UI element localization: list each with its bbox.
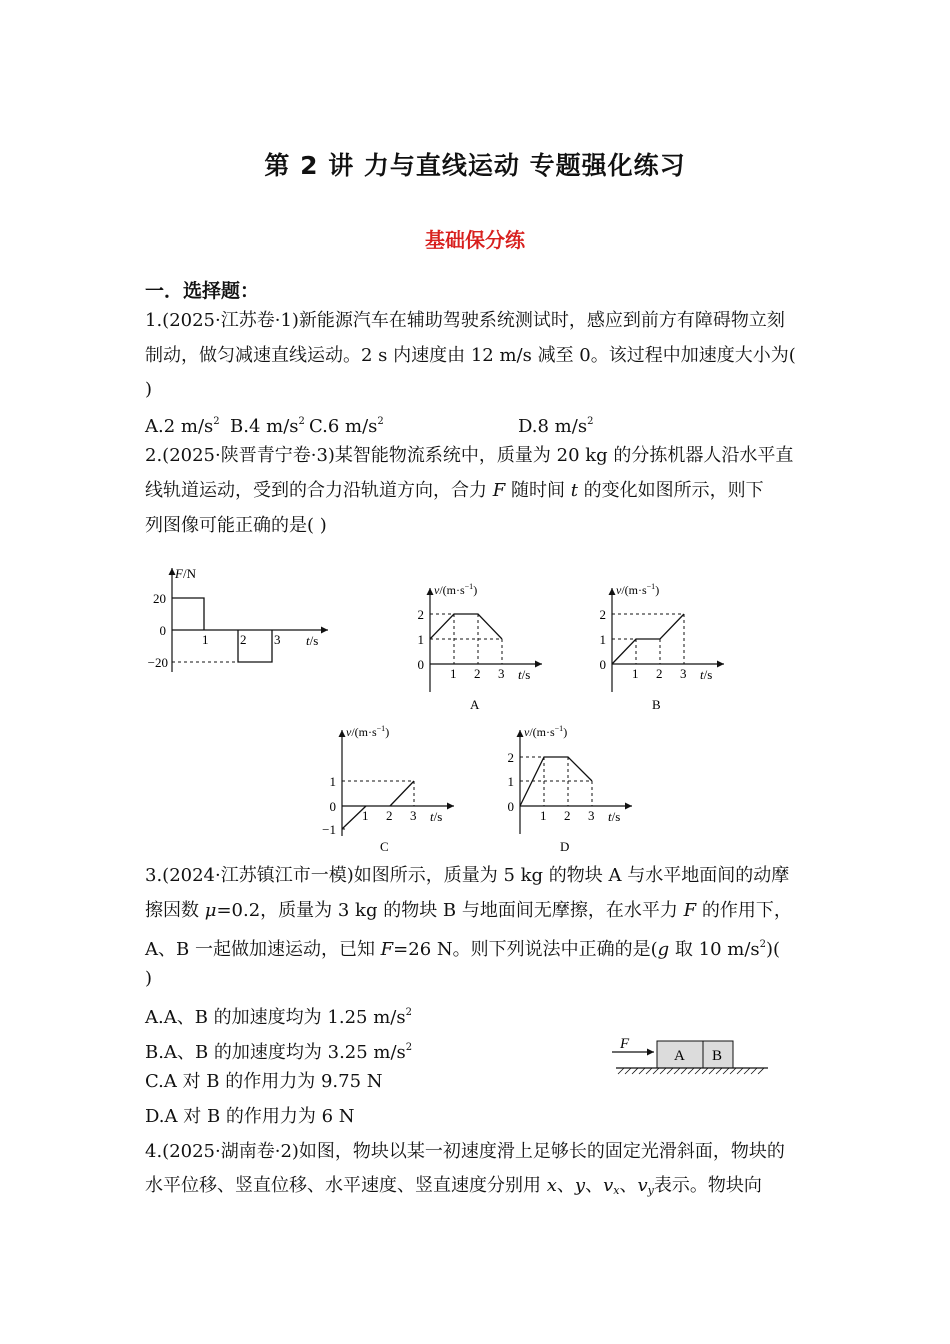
q3-option-b: B.A、B 的加速度均为 3.25 $m/s^2$ (145, 1042, 413, 1063)
svg-text:3: 3 (410, 808, 417, 823)
q1-line-3: ) (145, 379, 153, 400)
svg-text:1: 1 (362, 808, 369, 823)
velocity-graph-d (500, 720, 640, 858)
svg-text:F: F (620, 1036, 630, 1052)
svg-text:1: 1 (540, 808, 547, 823)
svg-text:1: 1 (450, 666, 457, 681)
svg-text:3: 3 (680, 666, 687, 681)
svg-text:3: 3 (274, 632, 281, 647)
svg-text:2: 2 (417, 607, 424, 622)
svg-text:t/s: t/s (518, 667, 531, 682)
svg-text:D: D (560, 839, 570, 854)
section-subtitle: 基础保分练 (425, 228, 525, 252)
page-title: 第 2 讲 力与直线运动 专题强化练习 (264, 151, 686, 180)
q3-option-c: C.A 对 B 的作用力为 9.75 N (145, 1071, 383, 1092)
svg-text:0: 0 (417, 657, 424, 672)
svg-text:t/s: t/s (430, 809, 443, 824)
svg-text:A: A (674, 1048, 685, 1064)
q3-line-1: 3.(2024·江苏镇江市一模)如图所示，质量为 5 kg 的物块 A 与水平地面间的动摩 (145, 865, 790, 886)
svg-text:2: 2 (474, 666, 481, 681)
velocity-graph-b (592, 578, 732, 714)
svg-text:1: 1 (599, 632, 606, 647)
svg-text:1: 1 (417, 632, 424, 647)
q2-line-3: 列图像可能正确的是( ) (145, 515, 327, 536)
svg-text:0: 0 (507, 799, 514, 814)
svg-text:t/s: t/s (306, 633, 319, 648)
svg-text:3: 3 (498, 666, 505, 681)
q1-line-1: 1.(2025·江苏卷·1)新能源汽车在辅助驾驶系统测试时，感应到前方有障碍物立刻 (145, 310, 785, 331)
q3-line-2: 擦因数 μ=0.2，质量为 3 kg 的物块 B 与地面间无摩擦，在水平力 F 的作用下， (145, 900, 792, 921)
svg-text:v/(m·s−1): $v/(m\cdot s^{-1})$ (524, 724, 568, 739)
q4-line-2: 水平位移、竖直位移、水平速度、竖直速度分别用 x、y、$v_x$、$v_y$表示。物块向 (145, 1175, 762, 1197)
svg-text:1: 1 (507, 774, 514, 789)
svg-text:2: 2 (656, 666, 663, 681)
svg-text:2: 2 (599, 607, 606, 622)
svg-text:t/s: t/s (608, 809, 621, 824)
velocity-graph-a (410, 578, 550, 714)
svg-text:C: C (380, 839, 389, 854)
section-heading: 一．选择题： (145, 280, 260, 302)
blocks-figure (610, 1032, 775, 1080)
q1-option-b: B.4 $m/s^2$ (230, 416, 305, 437)
svg-text:20: 20 (153, 591, 166, 606)
svg-text:v/(m·s−1): $v/(m\cdot s^{-1})$ (346, 724, 390, 739)
svg-text:0: 0 (329, 799, 336, 814)
svg-text:0: 0 (599, 657, 606, 672)
svg-text:v/(m·s−1): $v/(m\cdot s^{-1})$ (434, 582, 478, 597)
svg-text:2: 2 (240, 632, 247, 647)
q1-option-d: D.8 $m/s^2$ (518, 416, 594, 437)
svg-text:A: A (470, 697, 480, 712)
svg-text:0: 0 (159, 623, 166, 638)
svg-text:2: 2 (386, 808, 393, 823)
svg-text:3: 3 (588, 808, 595, 823)
q3-option-d: D.A 对 B 的作用力为 6 N (145, 1106, 355, 1127)
velocity-graph-c (318, 720, 458, 858)
svg-text:−1: −1 (322, 822, 336, 837)
svg-text:v/(m·s−1): $v/(m\cdot s^{-1})$ (616, 582, 660, 597)
q3-option-a: A.A、B 的加速度均为 1.25 $m/s^2$ (145, 1007, 412, 1028)
svg-text:t/s: t/s (700, 667, 713, 682)
q1-line-2: 制动，做匀减速直线运动。2 s 内速度由 12 m/s 减至 0。该过程中加速度大小为( (145, 345, 796, 366)
q2-line-1: 2.(2025·陕晋青宁卷·3)某智能物流系统中，质量为 20 kg 的分拣机器人沿水平直 (145, 445, 794, 466)
svg-text:2: 2 (564, 808, 571, 823)
force-time-graph (140, 560, 340, 680)
svg-text:−20: −20 (147, 655, 168, 670)
svg-text:1: 1 (329, 774, 336, 789)
svg-text:B: B (712, 1048, 723, 1064)
q1-option-c: C.6 $m/s^2$ (309, 416, 384, 437)
svg-text:2: 2 (507, 750, 514, 765)
svg-text:B: B (652, 697, 661, 712)
svg-text:F/N: F/N (175, 566, 196, 581)
svg-text:1: 1 (202, 632, 209, 647)
svg-text:1: 1 (632, 666, 639, 681)
q2-line-2: 线轨道运动，受到的合力沿轨道方向，合力 F 随时间 t 的变化如图所示，则下 (145, 480, 764, 501)
q3-line-3: A、B 一起做加速运动，已知 F=26 N。则下列说法中正确的是(g 取 10 $m/s^2$)( (145, 939, 781, 960)
q3-line-4: ) (145, 968, 153, 989)
q4-line-1: 4.(2025·湖南卷·2)如图，物块以某一初速度滑上足够长的固定光滑斜面，物块的 (145, 1141, 785, 1162)
q1-option-a: A.2 $m/s^2$ (145, 416, 220, 437)
